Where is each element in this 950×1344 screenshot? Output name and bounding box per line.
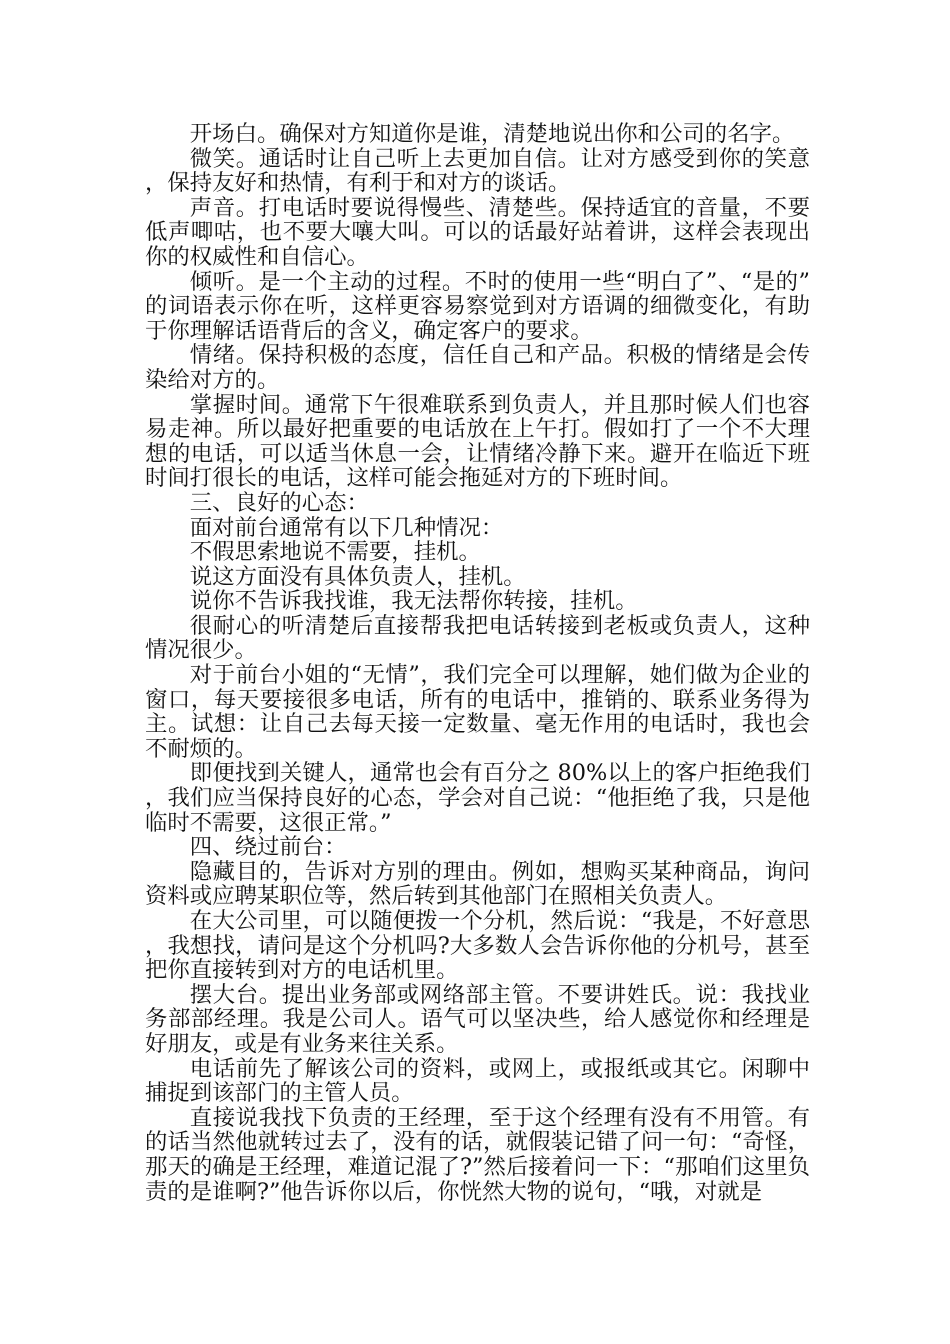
paragraph-rejection: 即便找到关键人，通常也会有百分之 80%以上的客户拒绝我们，我们应当保持良好的心态，学会对自己说：“他拒绝了我，只是他临时不需要，这很正常。” <box>145 760 810 836</box>
paragraph-timing: 掌握时间。通常下午很难联系到负责人，并且那时候人们也容易走神。所以最好把重要的电话放在上午打。假如打了一个不大理想的电话，可以适当休息一会，让情绪冷静下来。避开在临近下班时间打很长的电话，这样可能会拖延对方的下班时间。 <box>145 391 810 492</box>
section-heading-bypass: 四、绕过前台： <box>189 834 347 861</box>
section-heading-mindset: 三、良好的心态： <box>189 489 369 516</box>
paragraph-manager-name: 直接说我找下负责的王经理，至于这个经理有没有不用管。有的话当然他就转过去了，没有的话，就假装记错了问一句：“奇怪，那天的确是王经理，难道记混了?”然后接着问一下：“那咱们这里负责的是谁啊?”他告诉你以后，你恍然大物的说句，“哦，对就是 <box>145 1104 810 1205</box>
paragraph-voice: 声音。打电话时要说得慢些、清楚些。保持适宜的音量，不要低声唧咕，也不要大嚷大叫。可以的话最好站着讲，这样会表现出你的权威性和自信心。 <box>145 194 810 270</box>
paragraph-emotion: 情绪。保持积极的态度，信任自己和产品。积极的情绪是会传染给对方的。 <box>145 342 810 393</box>
paragraph-smile: 微笑。通话时让自己听上去更加自信。让对方感受到你的笑意，保持友好和热情，有利于和对方的谈话。 <box>145 145 810 197</box>
document-body <box>145 122 810 1204</box>
paragraph-opening: 开场白。确保对方知道你是谁，清楚地说出你和公司的名字。 <box>189 121 795 147</box>
paragraph-case-4: 很耐心的听清楚后直接帮我把电话转接到老板或负责人，这种情况很少。 <box>145 612 810 664</box>
paragraph-case-2: 说这方面没有具体负责人，挂机。 <box>189 563 526 590</box>
paragraph-extension: 在大公司里，可以随便拨一个分机，然后说：“我是，不好意思，我想找，请问是这个分机吗?大多数人会告诉你他的分机号，甚至把你直接转到对方的电话机里。 <box>145 908 810 984</box>
paragraph-case-1: 不假思索地说不需要，挂机。 <box>189 539 481 566</box>
paragraph-understanding: 对于前台小姐的“无情”，我们完全可以理解，她们做为企业的窗口，每天要接很多电话，所有的电话中，推销的、联系业务得为主。试想：让自己去每天接一定数量、毫无作用的电话时，我也会不耐烦的。 <box>145 662 810 762</box>
paragraph-case-3: 说你不告诉我找谁，我无法帮你转接，挂机。 <box>189 588 638 615</box>
paragraph-hide-purpose: 隐藏目的，告诉对方别的理由。例如，想购买某种商品，询问资料或应聘某职位等，然后转到其他部门在照相关负责人。 <box>145 858 810 910</box>
paragraph-confidence: 摆大台。提出业务部或网络部主管。不要讲姓氏。说：我找业务部部经理。我是公司人。语气可以坚决些，给人感觉你和经理是好朋友，或是有业务来往关系。 <box>145 981 810 1057</box>
paragraph-receptionist-intro: 面对前台通常有以下几种情况： <box>189 514 504 541</box>
paragraph-listening: 倾听。是一个主动的过程。不时的使用一些“明白了”、“是的”的词语表示你在听，这样更容易察觉到对方语调的细微变化，有助于你理解话语背后的含义，确定客户的要求。 <box>145 268 810 344</box>
paragraph-research: 电话前先了解该公司的资料，或网上，或报纸或其它。闲聊中捕捉到该部门的主管人员。 <box>145 1055 810 1107</box>
